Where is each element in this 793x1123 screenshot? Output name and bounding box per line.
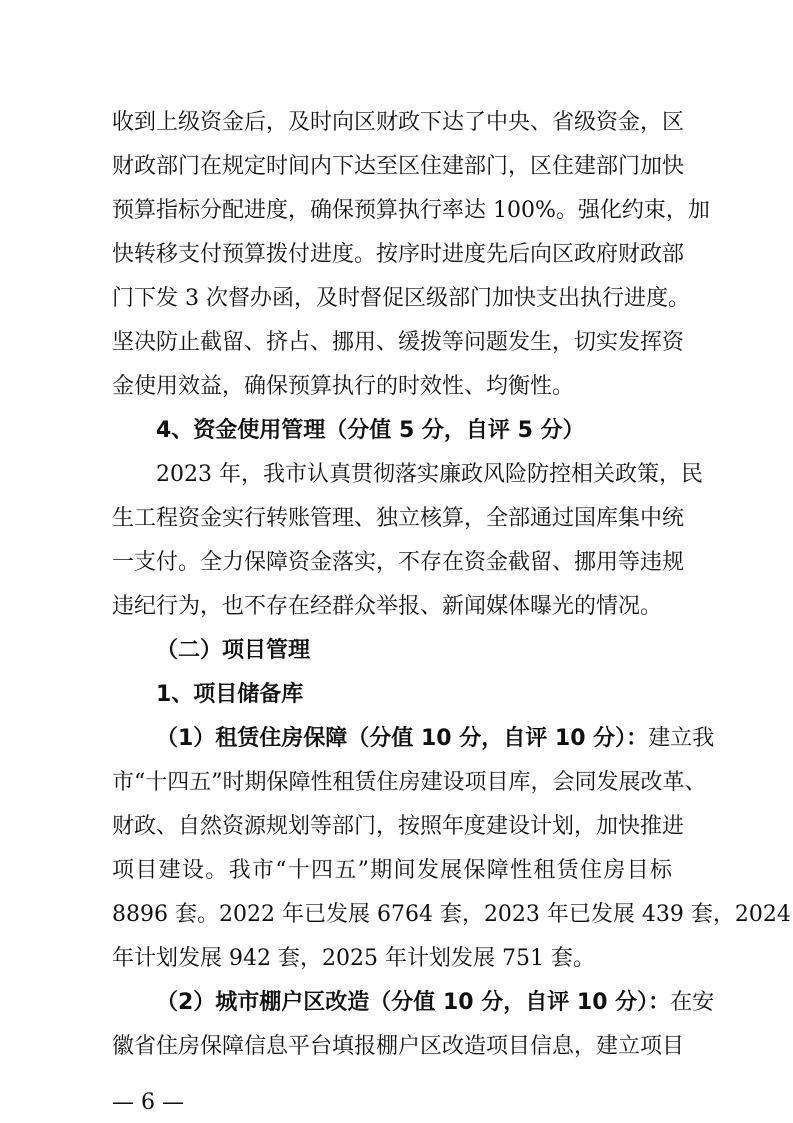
paragraph-line: 徽省住房保障信息平台填报棚户区改造项目信息，建立项目 bbox=[112, 1034, 685, 1059]
paragraph-line: 年计划发展 942 套，2025 年计划发展 751 套。 bbox=[112, 946, 595, 971]
paragraph-line: 市“十四五”时期保障性租赁住房建设项目库，会同发展改革、 bbox=[112, 770, 707, 795]
item-1-first-rest: 建立我 bbox=[648, 726, 715, 751]
paragraph-line: 坚决防止截留、挤占、挪用、缓拨等问题发生，切实发挥资 bbox=[112, 330, 685, 355]
section-heading-4: 4、资金使用管理（分值 5 分，自评 5 分） bbox=[156, 418, 585, 443]
item-1-title: （1）租赁住房保障（分值 10 分，自评 10 分）： bbox=[156, 726, 649, 751]
item-2-title: （2）城市棚户区改造（分值 10 分，自评 10 分）： bbox=[156, 990, 671, 1015]
paragraph-line: 门下发 3 次督办函，及时督促区级部门加快支出执行进度。 bbox=[112, 286, 690, 311]
paragraph-line: 项目建设。我市“十四五”期间发展保障性租赁住房目标 bbox=[112, 858, 672, 883]
section-heading-2: （二）项目管理 bbox=[156, 638, 311, 663]
page-number: — 6 — bbox=[112, 1090, 184, 1115]
paragraph-line: 8896 套。2022 年已发展 6764 套，2023 年已发展 439 套，2024 bbox=[112, 902, 791, 927]
item-2-first-line bbox=[156, 988, 715, 1018]
paragraph-line: 预算指标分配进度，确保预算执行率达 100%。强化约束，加 bbox=[112, 198, 710, 223]
paragraph-line: 财政部门在规定时间内下达至区住建部门，区住建部门加快 bbox=[112, 154, 685, 179]
paragraph-line: 快转移支付预算拨付进度。按序时进度先后向区政府财政部 bbox=[112, 242, 685, 267]
paragraph-line: 违纪行为，也不存在经群众举报、新闻媒体曝光的情况。 bbox=[112, 594, 663, 619]
paragraph-line: 生工程资金实行转账管理、独立核算，全部通过国库集中统 bbox=[112, 506, 685, 531]
paragraph-line: 2023 年，我市认真贯彻落实廉政风险防控相关政策，民 bbox=[156, 462, 703, 487]
item-2-first-rest: 在安 bbox=[670, 990, 715, 1015]
item-1-first-line bbox=[156, 724, 715, 754]
paragraph-line: 财政、自然资源规划等部门，按照年度建设计划，加快推进 bbox=[112, 814, 685, 839]
subsection-heading-1: 1、项目储备库 bbox=[156, 682, 304, 707]
paragraph-line: 金使用效益，确保预算执行的时效性、均衡性。 bbox=[112, 374, 575, 399]
paragraph-line: 一支付。全力保障资金落实，不存在资金截留、挪用等违规 bbox=[112, 550, 685, 575]
paragraph-line: 收到上级资金后，及时向区财政下达了中央、省级资金，区 bbox=[112, 110, 685, 135]
